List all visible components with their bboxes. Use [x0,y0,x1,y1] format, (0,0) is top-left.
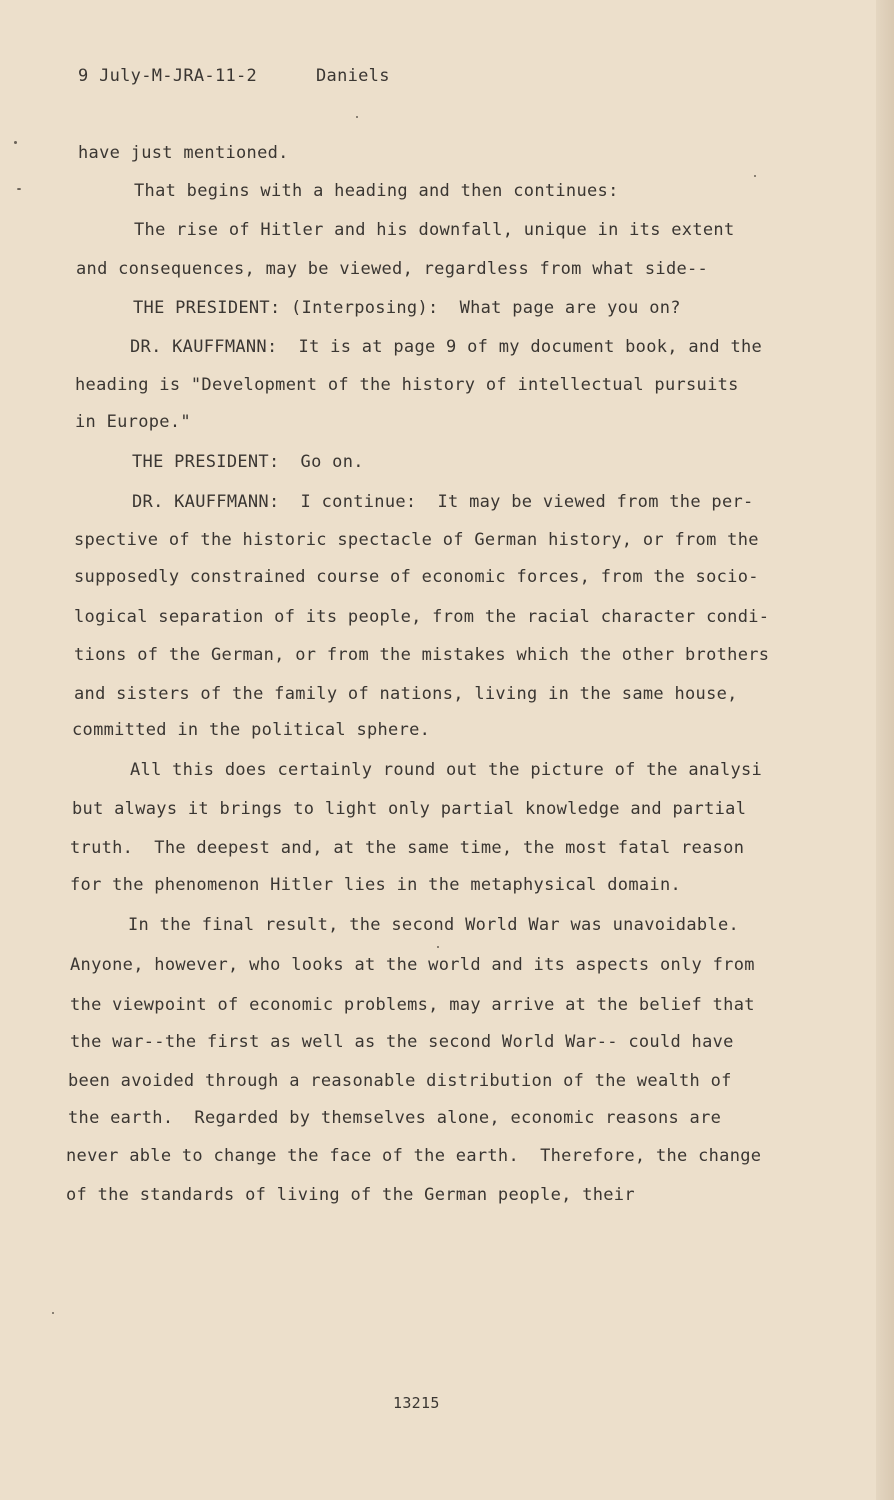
text-line: DR. KAUFFMANN: It is at page 9 of my document book, and the [130,337,763,357]
text-line: In the final result, the second World War was unavoidable. [128,915,740,935]
text-line: and sisters of the family of nations, living in the same house, [74,684,738,704]
text-line: but always it brings to light only partial knowledge and partial [72,799,747,819]
text-line: THE PRESIDENT: (Interposing): What page are you on? [133,298,681,318]
paper-speck [17,188,21,190]
text-line: Anyone, however, who looks at the world and its aspects only from [70,955,755,975]
text-line: the earth. Regarded by themselves alone, economic reasons are [68,1108,722,1128]
text-line: DR. KAUFFMANN: I continue: It may be viewed from the per- [132,492,754,512]
page-number: 13215 [393,1394,440,1412]
text-line: spective of the historic spectacle of German history, or from the [74,530,759,550]
page-edge [876,0,894,1500]
text-line: in Europe." [75,412,191,432]
text-line: the viewpoint of economic problems, may arrive at the belief that [70,995,755,1015]
text-line: THE PRESIDENT: Go on. [132,452,364,472]
text-line: committed in the political sphere. [72,720,431,740]
paper-speck [14,141,17,144]
text-line: never able to change the face of the earth. Therefore, the change [66,1146,762,1166]
paper-speck [754,175,756,177]
text-line: tions of the German, or from the mistakes which the other brothers [74,645,770,665]
text-line: logical separation of its people, from the racial character condi- [74,607,770,627]
text-line: been avoided through a reasonable distribution of the wealth of [68,1071,732,1091]
text-line: That begins with a heading and then continues: [134,181,619,201]
paper-speck [52,1312,54,1314]
text-line: supposedly constrained course of economic forces, from the socio- [74,567,759,587]
paper-speck [356,116,358,118]
text-line: heading is "Development of the history of intellectual pursuits [75,375,739,395]
text-line: The rise of Hitler and his downfall, unique in its extent [134,220,735,240]
text-line: and consequences, may be viewed, regardless from what side-- [76,259,709,279]
paper-speck [437,946,439,948]
text-line: have just mentioned. [78,143,289,163]
header-document-id: 9 July-M-JRA-11-2 [78,66,258,86]
text-line: the war--the first as well as the second World War-- could have [70,1032,734,1052]
text-line: truth. The deepest and, at the same time, the most fatal reason [70,838,745,858]
header-reporter-name: Daniels [316,66,390,86]
text-line: of the standards of living of the German people, their [66,1185,635,1205]
text-line: for the phenomenon Hitler lies in the metaphysical domain. [70,875,682,895]
text-line: All this does certainly round out the picture of the analysi [130,760,763,780]
